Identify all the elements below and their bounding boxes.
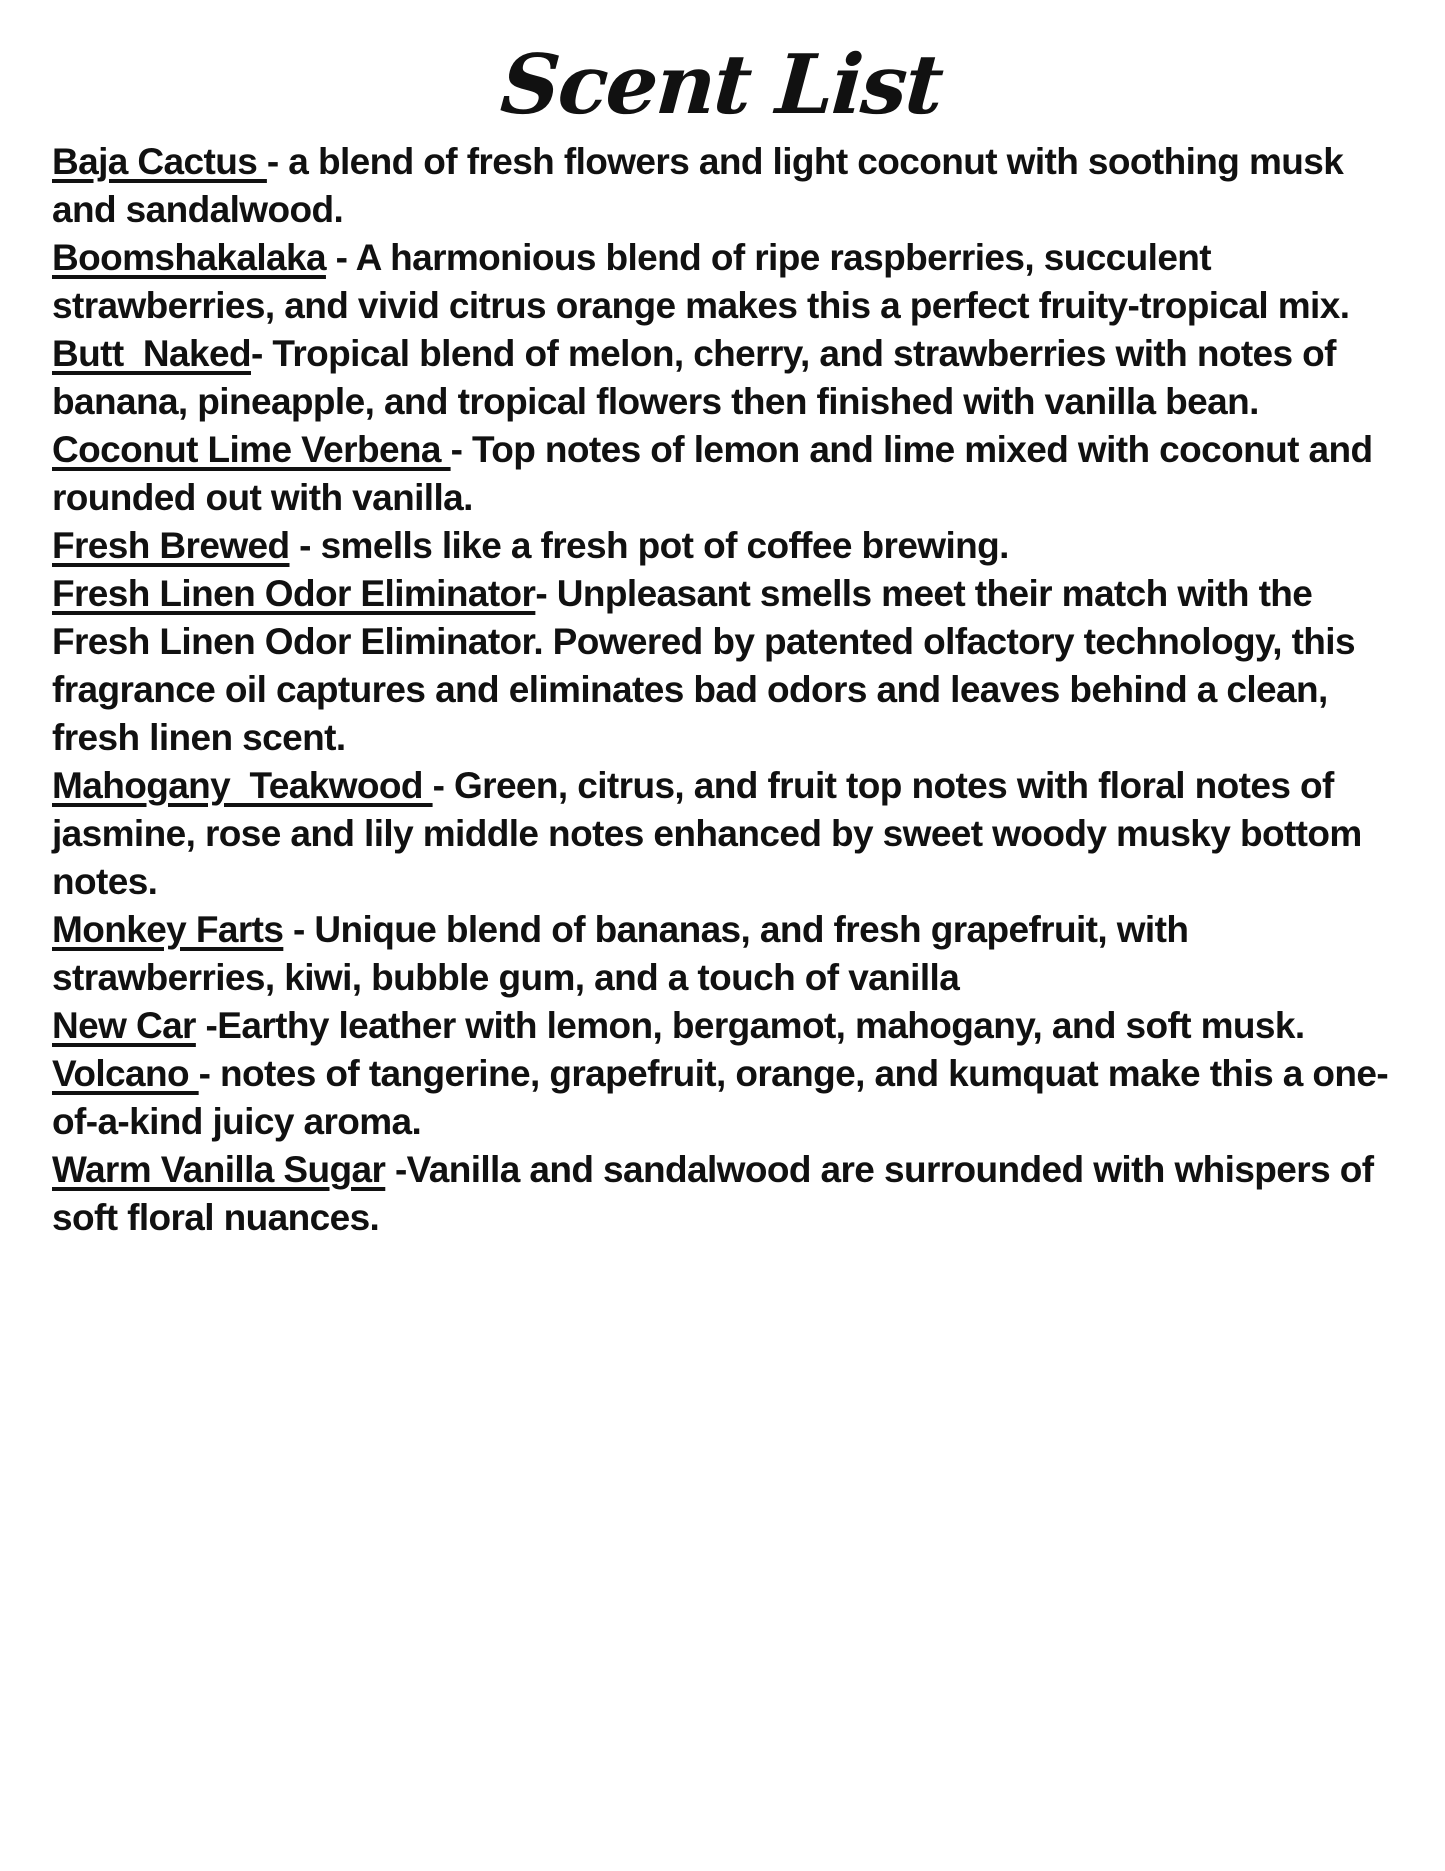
scent-name: New Car	[52, 1005, 196, 1047]
scent-name: Fresh Linen Odor Eliminator	[52, 573, 536, 615]
scent-name: Monkey Farts	[52, 909, 284, 951]
scent-description: - Unique blend of bananas, and fresh grapefruit, with strawberries, kiwi, bubble gum, and a touch of vanilla	[52, 909, 1189, 999]
scent-entry-fresh-linen-odor-eliminator	[52, 570, 1395, 762]
scent-name: Butt Naked	[52, 333, 251, 375]
scent-name: Mahogany Teakwood	[52, 765, 433, 807]
scent-name: Coconut Lime Verbena	[52, 429, 451, 471]
scent-name: Warm Vanilla Sugar	[52, 1149, 386, 1191]
scent-entry-fresh-brewed	[52, 522, 1395, 570]
scent-name: Boomshakalaka	[52, 237, 326, 279]
scent-entry-baja-cactus	[52, 138, 1395, 234]
scent-description: - a blend of fresh flowers and light coconut with soothing musk and sandalwood.	[52, 141, 1344, 231]
scent-name: Baja Cactus	[52, 141, 267, 183]
scent-entry-coconut-lime-verbena	[52, 426, 1395, 522]
scent-description: -Earthy leather with lemon, bergamot, mahogany, and soft musk.	[195, 1005, 1305, 1047]
scent-entry-boomshakalaka	[52, 234, 1395, 330]
scent-entry-volcano	[52, 1050, 1395, 1146]
scent-description: - Unpleasant smells meet their match with the Fresh Linen Odor Eliminator. Powered by patented olfactory technology, this fragrance oil captures and eliminates bad odors and leaves behind a clean, fresh linen scent.	[52, 573, 1355, 759]
scent-description: - Tropical blend of melon, cherry, and strawberries with notes of banana, pineapple, and tropical flowers then finished with vanilla bean.	[52, 333, 1336, 423]
scent-entry-monkey-farts	[52, 906, 1395, 1002]
scent-name: Fresh Brewed	[52, 525, 290, 567]
scent-description: - smells like a fresh pot of coffee brewing.	[289, 525, 1009, 567]
page-title: Scent List	[497, 37, 945, 133]
scent-entry-warm-vanilla-sugar	[52, 1146, 1395, 1242]
scent-description: - Green, citrus, and fruit top notes with floral notes of jasmine, rose and lily middle notes enhanced by sweet woody musky bottom notes.	[52, 765, 1362, 903]
scent-list	[52, 138, 1395, 1242]
scent-entry-mahogany-teakwood	[52, 762, 1395, 906]
scent-description: - Top notes of lemon and lime mixed with coconut and rounded out with vanilla.	[52, 429, 1373, 519]
scent-name: Volcano	[52, 1053, 199, 1095]
scent-description: -Vanilla and sandalwood are surrounded with whispers of soft floral nuances.	[52, 1149, 1374, 1239]
scent-description: - A harmonious blend of ripe raspberries, succulent strawberries, and vivid citrus orange makes this a perfect fruity-tropical mix.	[52, 237, 1350, 327]
scent-entry-butt-naked	[52, 330, 1395, 426]
scent-entry-new-car	[52, 1002, 1395, 1050]
scent-description: - notes of tangerine, grapefruit, orange, and kumquat make this a one-of-a-kind juicy aroma.	[52, 1053, 1389, 1143]
